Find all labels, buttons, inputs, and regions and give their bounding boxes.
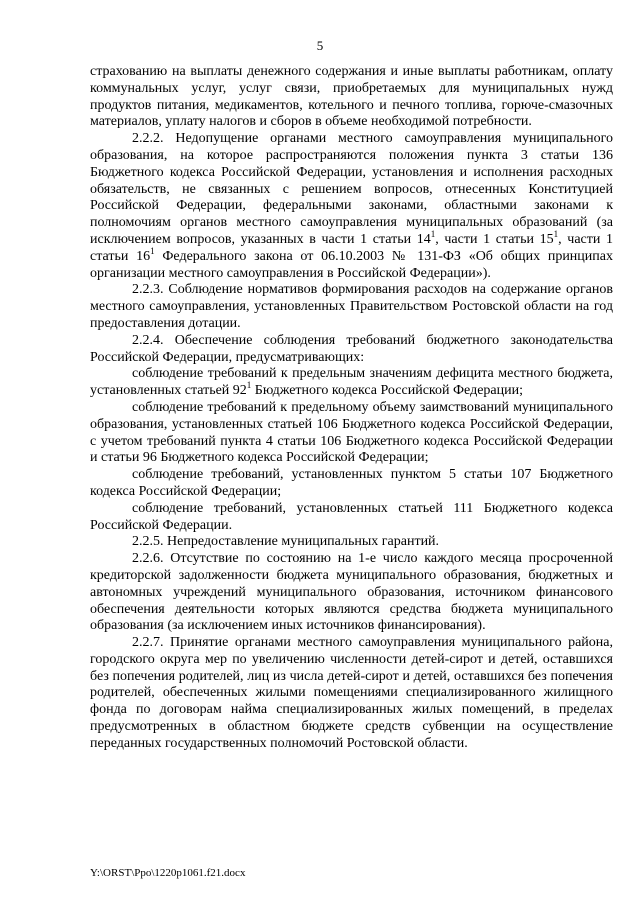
paragraph-deficit-text-b: Бюджетного кодекса Российской Федерации;	[251, 383, 523, 399]
paragraph-2-2-2	[90, 131, 613, 282]
superscript-14-1: 1	[430, 228, 436, 239]
paragraph-2-2-4: 2.2.4. Обеспечение соблюдения требований бюджетного законодательства Российской Федерации, предусматривающих:	[90, 332, 613, 365]
paragraph-continuation: страхованию на выплаты денежного содержания и иные выплаты работникам, оплату коммунальных услуг, услуг связи, приобретаемых для муниципальных нужд продуктов питания, медикаментов, котельного и печного топлива, горюче-смазочных материалов, уплату налогов и сборов в объеме необходимой потребности.	[90, 64, 613, 130]
paragraph-deficit-text-a: соблюдение требований к предельным значениям дефицита местного бюджета, установленных статьей 92	[90, 366, 613, 399]
paragraph-2-2-3: 2.2.3. Соблюдение нормативов формирования расходов на содержание органов местного самоуправления, установленных Правительством Ростовской области на год предоставления дотации.	[90, 282, 613, 331]
paragraph-deficit	[90, 366, 613, 400]
paragraph-2-2-2-text-a: 2.2.2. Недопущение органами местного самоуправления муниципального образования, на которое распространяются положения пункта 3 статьи 136 Бюджетного кодекса Российской Федерации, установления и исполнения расходных обязательств, не связанных с решением вопросов, отнесенных Конституцией Российской Федерации, федеральными законами, областными законами к полномочиям органов местного самоуправления муниципальных образований (за исключением вопросов, указанных в части 1 статьи 14	[90, 131, 613, 247]
paragraph-article-107: соблюдение требований, установленных пунктом 5 статьи 107 Бюджетного кодекса Российской Федерации;	[90, 467, 613, 499]
paragraph-2-2-2-text-d: Федерального закона от 06.10.2003 № 131-ФЗ «Об общих принципах организации местного самоуправления в Российской Федерации»).	[90, 248, 613, 281]
paragraph-2-2-2-text-b: , части 1 статьи 15	[435, 231, 554, 247]
paragraph-2-2-2-text-c: , части 1 статьи 16	[90, 231, 613, 264]
paragraph-2-2-6: 2.2.6. Отсутствие по состоянию на 1-е число каждого месяца просроченной кредиторской задолженности бюджета муниципального образования, бюджетных и автономных учреждений муниципального образования, источником финансового обеспечения деятельности которых являются средства бюджета муниципального образования (за исключением иных источников финансирования).	[90, 551, 613, 634]
footer-file-path: Y:\ORST\Ppo\1220p1061.f21.docx	[90, 867, 246, 879]
superscript-15-1: 1	[553, 228, 559, 239]
superscript-16-1: 1	[150, 245, 155, 256]
paragraph-2-2-5: 2.2.5. Непредоставление муниципальных гарантий.	[132, 534, 440, 550]
superscript-92-1: 1	[246, 380, 252, 391]
paragraph-2-2-7: 2.2.7. Принятие органами местного самоуправления муниципального района, городского округа мер по увеличению численности детей-сирот и детей, оставшихся без попечения родителей, лиц из числа детей-сирот и детей, оставшихся без попечения родителей, обеспеченных жилыми помещениями специализированного жилищного фонда по договорам найма специализированных жилых помещений, в пределах предусмотренных в областном бюджете средств субвенции на осуществление переданных государственных полномочий Ростовской области.	[90, 635, 613, 751]
document-body	[90, 64, 613, 753]
paragraph-article-111: соблюдение требований, установленных статьей 111 Бюджетного кодекса Российской Федерации.	[90, 500, 613, 533]
page-number: 5	[316, 38, 324, 53]
paragraph-borrowing: соблюдение требований к предельному объему заимствований муниципального образования, установленных статьей 106 Бюджетного кодекса Российской Федерации, с учетом требований пункта 4 статьи 106 Бюджетного кодекса Российской Федерации и статьи 96 Бюджетного кодекса Российской Федерации;	[90, 399, 613, 466]
